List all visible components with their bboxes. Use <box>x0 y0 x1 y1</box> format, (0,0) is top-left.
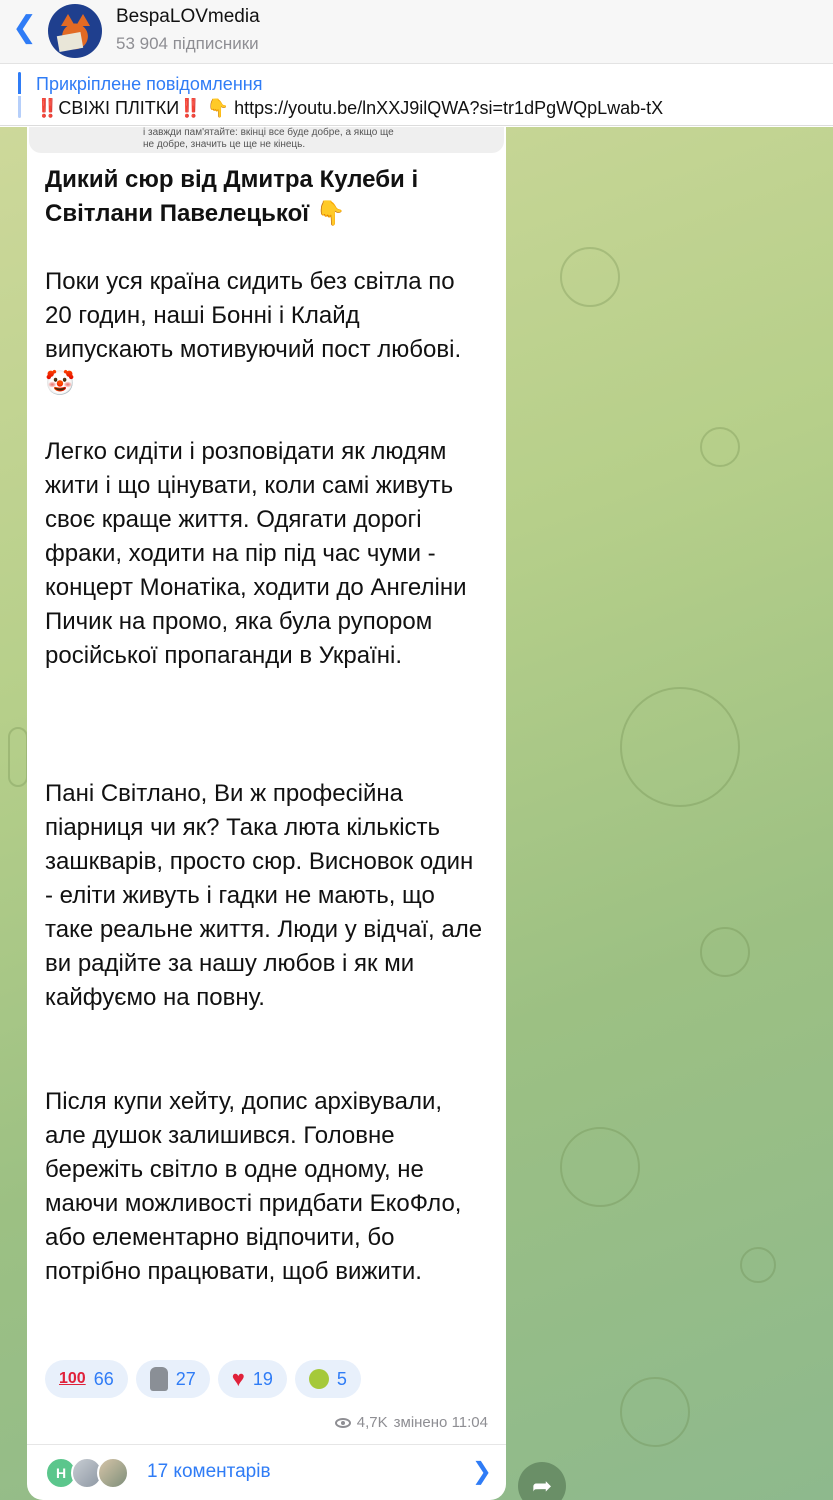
subscriber-count: 53 904 підписники <box>116 34 259 53</box>
image-caption-text: і завжди пам'ятайте: вкінці все буде добре, а якщо ще не добре, значить це ще не кінець. <box>143 127 394 150</box>
channel-post <box>27 127 506 1500</box>
pinned-url: https://youtu.be/lnXXJ9ilQWA?si=tr1dPgWQpLwab-tX <box>234 98 664 118</box>
chevron-right-icon: ❯ <box>471 1458 492 1485</box>
reaction-count: 66 <box>93 1368 114 1389</box>
reaction-heart[interactable] <box>218 1360 287 1398</box>
moai-icon <box>150 1367 168 1391</box>
channel-title[interactable]: BespaLOVmedia <box>116 6 260 27</box>
post-paragraph: Пані Світлано, Ви ж професійна піарниця чи як? Така люта кількість зашкварів, просто сюр. Висновок один - еліти живуть і гадки не мають, що таке реальне життя. Люди у відчаї, але ви радійте за нашу любов і як ми кайфуємо на повну. <box>45 780 483 1011</box>
red-heart-icon: ♥ <box>231 1366 245 1391</box>
reaction-count: 5 <box>336 1368 347 1389</box>
comments-label: 17 коментарів <box>147 1461 271 1482</box>
avatar <box>97 1457 129 1489</box>
post-title-text: Дикий сюр від Дмитра Кулеби і Світлани Павелецької <box>45 166 419 227</box>
back-chevron-icon[interactable]: ❮ <box>12 11 38 44</box>
reaction-moai[interactable] <box>136 1360 210 1398</box>
share-arrow-icon[interactable]: ➦ <box>518 1462 566 1500</box>
hundred-points-icon: 100 <box>59 1370 86 1387</box>
post-paragraph: Легко сидіти і розповідати як людям жити і що цінувати, коли самі живуть своє краще життя. Одягати дорогі фраки, ходити на пір під час чуми - концерт Монатіка, ходити до Ангеліни Пичик на промо, яка була рупором російської пропаганди в Україні. <box>45 438 467 669</box>
post-meta <box>335 1414 488 1431</box>
edited-time: змінено 11:04 <box>393 1414 488 1431</box>
pointing-down-icon: 👇 <box>206 98 230 118</box>
comments-link[interactable] <box>27 1445 506 1500</box>
pinned-preview <box>36 98 663 119</box>
double-exclamation-icon: ‼️ <box>36 98 59 118</box>
reaction-nauseated[interactable] <box>295 1360 361 1398</box>
reactions-row <box>45 1360 361 1398</box>
pinned-indicator <box>18 72 21 118</box>
chat-header <box>0 0 833 64</box>
view-count: 4,7K <box>356 1414 388 1431</box>
avatar: Н <box>45 1457 77 1489</box>
pinned-message-bar[interactable] <box>0 64 833 126</box>
double-exclamation-icon: ‼️ <box>179 98 202 118</box>
reaction-count: 19 <box>252 1368 273 1389</box>
channel-avatar[interactable] <box>48 4 102 58</box>
reaction-count: 27 <box>175 1368 196 1389</box>
eye-icon <box>335 1418 351 1428</box>
post-paragraph: Після купи хейту, допис архівували, але душок залишився. Головне бережіть світло в одне одному, не маючи можливості придбати ЕкоФло, або елементарно відпочити, бо потрібно працювати, щоб вижити. <box>45 1088 462 1285</box>
commenter-avatars <box>45 1457 135 1489</box>
reaction-hundred[interactable] <box>45 1360 128 1398</box>
post-title <box>45 163 485 231</box>
pointing-down-icon: 👇 <box>315 200 346 227</box>
pinned-label: СВІЖІ ПЛІТКИ <box>58 98 180 118</box>
pinned-title: Прикріплене повідомлення <box>36 74 263 94</box>
post-paragraph: Поки уся країна сидить без світла по 20 годин, наші Бонні і Клайд випускають мотивуючий пост любові. 🤡 <box>45 268 462 397</box>
nauseated-face-icon <box>309 1369 329 1389</box>
post-image[interactable] <box>27 127 506 151</box>
